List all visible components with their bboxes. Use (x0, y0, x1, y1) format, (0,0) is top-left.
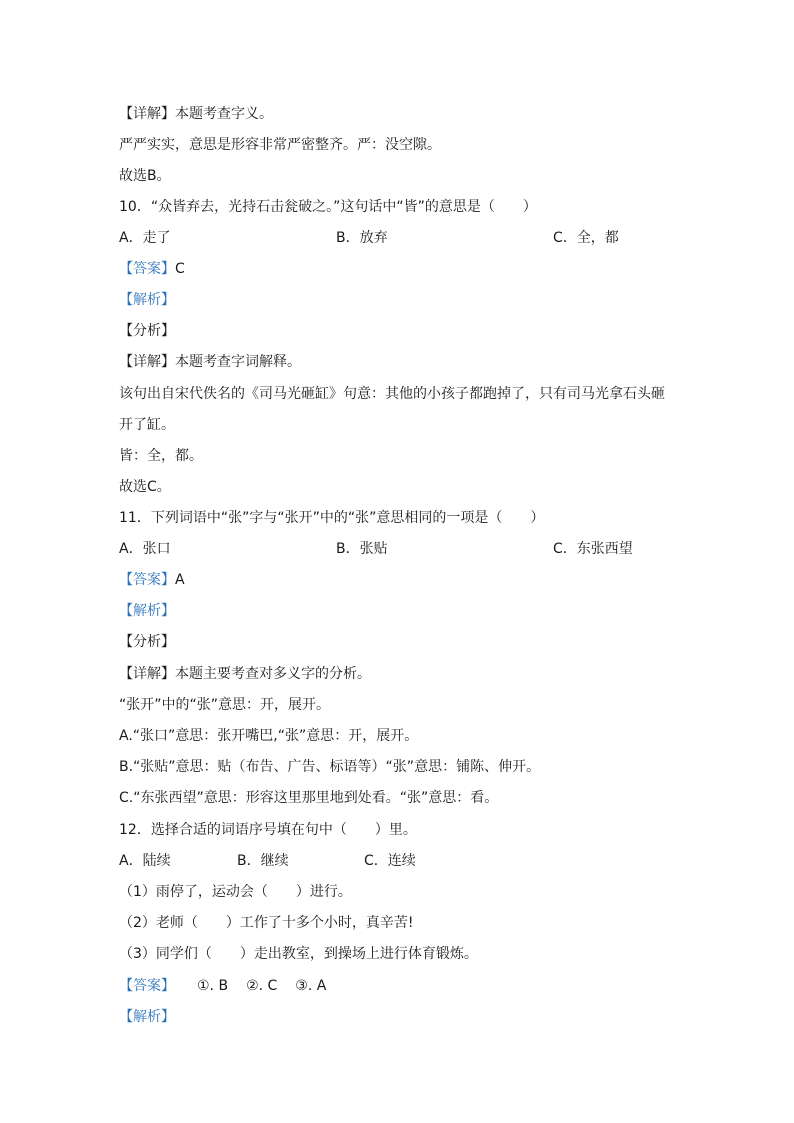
detail-line: 【详解】本题主要考查对多义字的分析。 (119, 666, 371, 682)
answer-tag: 【答案】 (119, 261, 175, 277)
analysis-tag: 【解析】 (119, 292, 175, 308)
q12-option-a: A．陆续 (119, 853, 171, 869)
conclusion-text: 故选B。 (119, 168, 171, 184)
detail-text: C.“东张西望”意思：形容这里那里地到处看。“张”意思：看。 (119, 790, 499, 806)
detail-line: 【详解】本题考查字义。 (119, 106, 273, 122)
q10-option-b: B．放弃 (336, 230, 388, 246)
detail-text: A.“张口”意思：张开嘴巴,“张”意思：开，展开。 (119, 728, 419, 744)
conclusion-text: 故选C。 (119, 479, 171, 495)
q10-answer-value: C (175, 261, 185, 277)
detail-text: 开了缸。 (119, 417, 175, 433)
q10-answer-line (119, 259, 185, 279)
q12-option-c: C．连续 (364, 853, 416, 869)
q11-answer-line (119, 570, 185, 590)
detail-text: B.“张贴”意思：贴（布告、广告、标语等）“张”意思：铺陈、伸开。 (119, 759, 541, 775)
q12-sentence-1: （1）雨停了，运动会（ ）进行。 (119, 884, 352, 900)
question-11: 11．下列词语中“张”字与“张开”中的“张”意思相同的一项是（ ） (119, 510, 545, 526)
answer-tag: 【答案】 (119, 572, 175, 588)
analysis-tag: 【解析】 (119, 1009, 175, 1025)
detail-line: 【详解】本题考查字词解释。 (119, 354, 301, 370)
q11-answer-value: A (175, 572, 185, 588)
question-12: 12．选择合适的词语序号填在句中（ ）里。 (119, 822, 417, 838)
detail-text: “张开”中的“张”意思：开，展开。 (119, 697, 331, 713)
q10-option-c: C．全，都 (553, 230, 619, 246)
q12-option-b: B．继续 (237, 853, 289, 869)
fenxi-tag: 【分析】 (119, 323, 175, 339)
q12-answer-3: ③. A (295, 978, 327, 994)
q11-option-b: B．张贴 (336, 541, 388, 557)
q12-sentence-2: （2）老师（ ）工作了十多个小时，真辛苦! (119, 915, 414, 931)
q10-option-a: A．走了 (119, 230, 171, 246)
q11-option-a: A．张口 (119, 541, 171, 557)
q12-sentence-3: （3）同学们（ ）走出教室，到操场上进行体育锻炼。 (119, 946, 478, 962)
detail-text: 严严实实，意思是形容非常严密整齐。严：没空隙。 (119, 137, 441, 153)
detail-text: 皆：全，都。 (119, 448, 203, 464)
analysis-tag: 【解析】 (119, 603, 175, 619)
detail-text: 该句出自宋代佚名的《司马光砸缸》句意：其他的小孩子都跑掉了，只有司马光拿石头砸 (119, 386, 665, 402)
q12-answer-line (119, 976, 344, 996)
q12-answer-1: ①. B (197, 978, 229, 994)
q11-option-c: C．东张西望 (553, 541, 633, 557)
fenxi-tag: 【分析】 (119, 634, 175, 650)
q12-answer-2: ②. C (246, 978, 278, 994)
question-10: 10．“众皆弃去，光持石击瓮破之。”这句话中“皆”的意思是（ ） (119, 199, 537, 215)
answer-tag: 【答案】 (119, 978, 175, 994)
